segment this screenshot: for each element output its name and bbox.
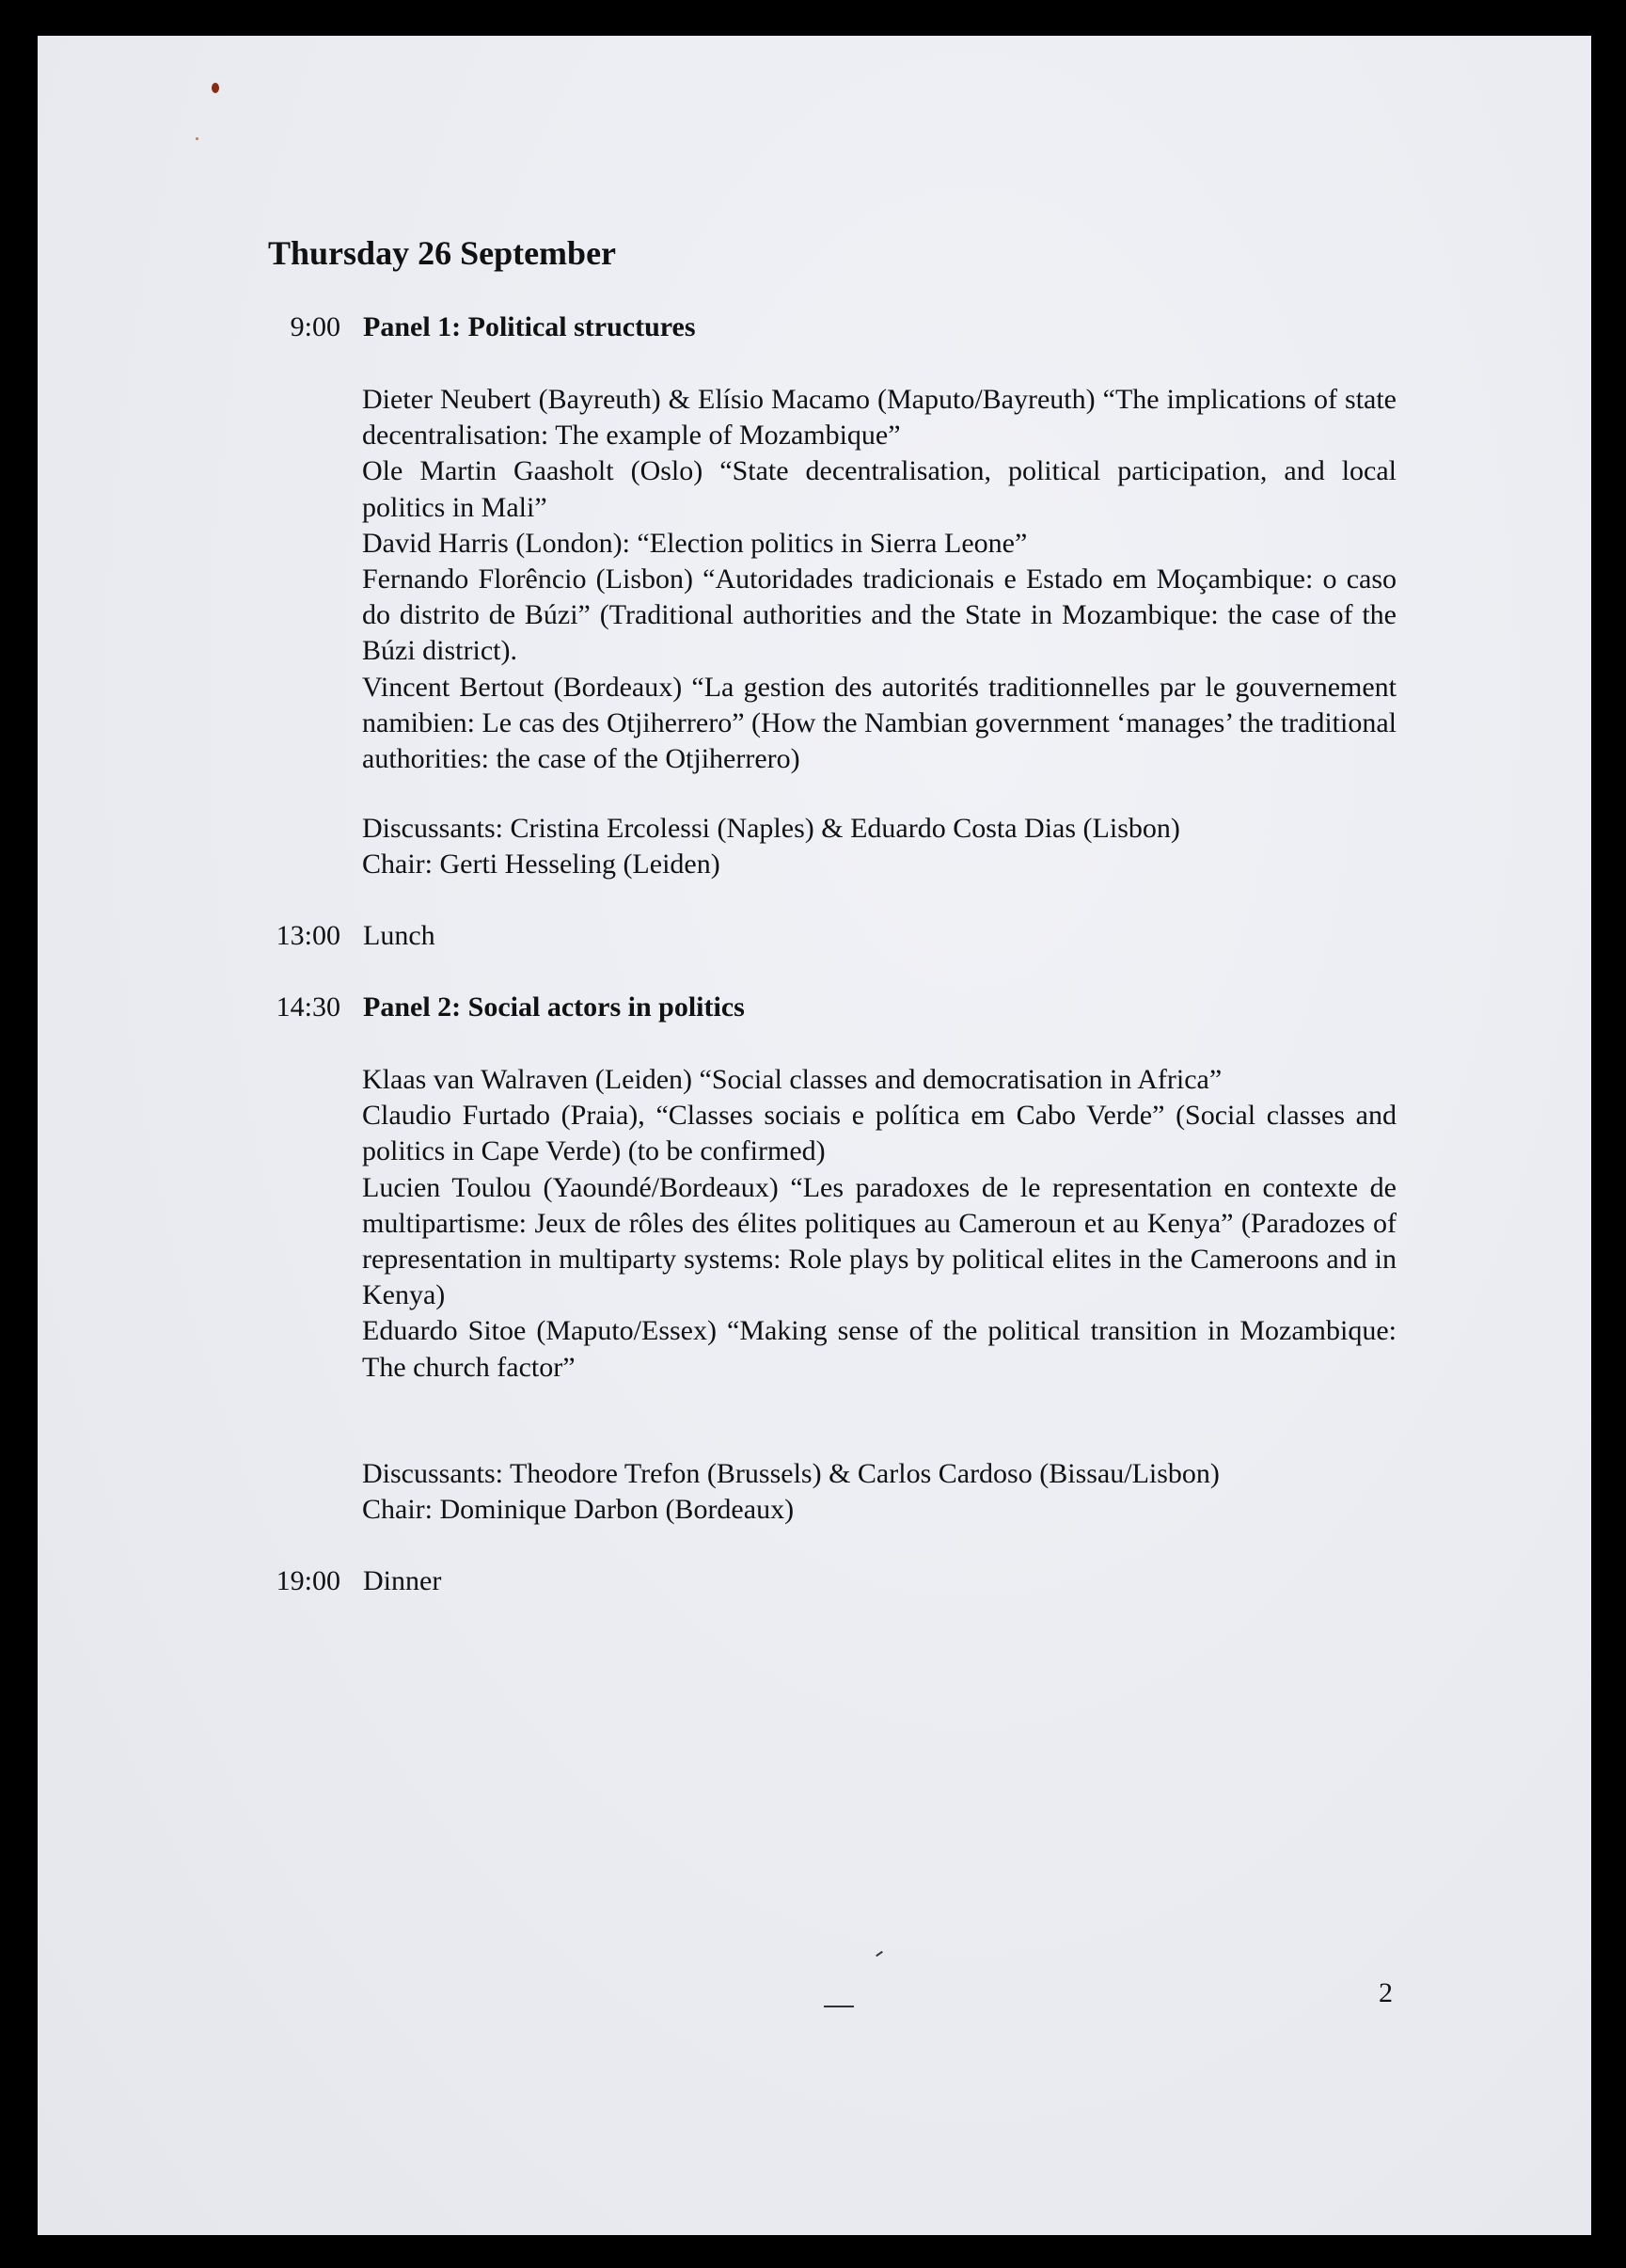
panel-1-paper: Ole Martin Gaasholt (Oslo) “State decentralisation, political participation, and local politics in Mali” [362, 455, 1397, 523]
panel-2-paper: Eduardo Sitoe (Maputo/Essex) “Making sense of the political transition in Mozambique: The church factor” [362, 1315, 1397, 1383]
time-dinner: 19:00 [276, 1565, 340, 1596]
panel-2-papers [362, 1062, 1397, 1386]
panel-2-chair: Chair: Dominique Darbon (Bordeaux) [362, 1494, 795, 1526]
panel-2-paper: Lucien Toulou (Yaoundé/Bordeaux) “Les paradoxes de le representation en contexte de multipartisme: Jeux de rôles des élites politiques au Cameroun et au Kenya” (Paradozes of representation in multiparty systems: Role plays by political elites in the Cameroons and in Kenya) [362, 1171, 1397, 1311]
panel-2-paper: Claudio Furtado (Praia), “Classes sociais e política em Cabo Verde” (Social classes and politics in Cape Verde) (to be confirmed) [362, 1100, 1397, 1167]
time-lunch: 13:00 [276, 920, 340, 951]
panel-1-paper: Fernando Florêncio (Lisbon) “Autoridades tradicionais e Estado em Moçambique: o caso do distrito de Búzi” (Traditional authorities and the State in Mozambique: the case of the Búzi district). [362, 563, 1397, 667]
panel-1-discussants: Discussants: Cristina Ercolessi (Naples) & Eduardo Costa Dias (Lisbon) [362, 813, 1180, 844]
panel-2-credits [362, 1456, 1397, 1528]
panel-1-chair: Chair: Gerti Hesseling (Leiden) [362, 849, 720, 880]
panel-1-paper: David Harris (London): “Election politics in Sierra Leone” [362, 527, 1028, 559]
panel-1-paper: Dieter Neubert (Bayreuth) & Elísio Macamo (Maputo/Bayreuth) “The implications of state decentralisation: The example of Mozambique” [362, 384, 1397, 452]
panel-1-title: Panel 1: Political structures [363, 311, 696, 342]
page-title: Thursday 26 September [268, 234, 617, 272]
dinner-label: Dinner [363, 1565, 442, 1596]
panel-1-credits [362, 811, 1397, 882]
page-number: 2 [1379, 1977, 1393, 2008]
panel-1-paper: Vincent Bertout (Bordeaux) “La gestion des autorités traditionnelles par le gouvernement namibien: Le cas des Otjiherrero” (How the Nambian government ‘manages’ the traditional authorities: the case of the Otjiherrero) [362, 671, 1397, 775]
pen-mark [824, 2006, 854, 2007]
time-panel-1: 9:00 [290, 311, 340, 342]
time-panel-2: 14:30 [276, 991, 340, 1023]
scan-speck [212, 83, 219, 93]
panel-1-papers [362, 382, 1397, 777]
lunch-label: Lunch [363, 920, 435, 951]
scan-speck [196, 137, 198, 140]
panel-2-discussants: Discussants: Theodore Trefon (Brussels) & Carlos Cardoso (Bissau/Lisbon) [362, 1458, 1220, 1489]
panel-2-paper: Klaas van Walraven (Leiden) “Social classes and democratisation in Africa” [362, 1064, 1223, 1095]
panel-2-title: Panel 2: Social actors in politics [363, 991, 745, 1023]
